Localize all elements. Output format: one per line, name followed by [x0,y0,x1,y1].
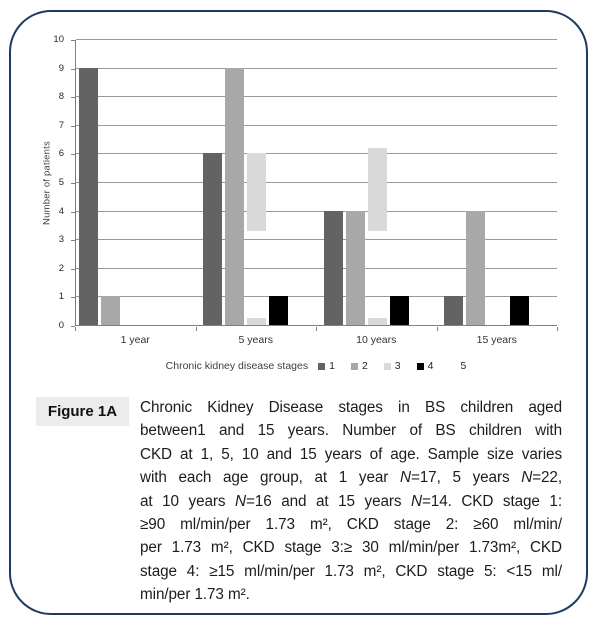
plot-area [75,40,557,326]
gridline-7 [76,125,557,126]
caption-italic-run: N [521,469,533,487]
bar-stage3-5-years [247,318,266,325]
x-axis-ticks [75,327,558,332]
y-tick-label-5: 5 [58,177,64,188]
caption-line-3 [140,443,562,466]
legend-swatch-stage-1 [318,363,325,370]
caption-line-5 [140,490,562,513]
caption-run: ≥90 ml/min/per 1.73 m², CKD stage 2: ≥60 ml/min/ [140,516,562,534]
bar-stage1-10-years [324,211,343,325]
gridline-5 [76,182,557,183]
x-axis-label-5-years: 5 years [238,334,273,346]
bar-stage2-15-years [466,211,485,325]
caption-run: =17, 5 years [410,469,522,487]
caption-italic-run: N [399,469,411,487]
caption-line-6 [140,513,562,536]
y-tick-label-6: 6 [58,148,64,160]
x-axis-label-10-years: 10 years [356,334,397,346]
bar-stage2-5-years [225,68,244,325]
caption-line-1 [140,396,562,419]
legend-label-stage-3: 3 [394,360,401,372]
y-tick-label-1: 1 [58,291,64,303]
bar-stage1-5-years [203,153,222,325]
legend-items [318,360,466,372]
x-axis-labels [75,334,557,348]
bar-stage2-1-year [101,296,120,325]
x-axis-label-15-years: 15 years [476,334,517,346]
caption-run: =22, [532,469,562,487]
figure-caption-text [140,396,562,607]
bar-stage4-10-years [390,296,409,325]
caption-italic-run: N [235,492,246,510]
x-axis-label-1-year: 1 year [120,334,150,346]
caption-line-4 [140,466,562,489]
legend-swatch-stage-3 [384,363,391,370]
legend-item-stage-5 [449,360,466,372]
caption-line-2 [140,419,562,442]
bar-stage1-1-year [79,68,98,325]
caption-run: min/per 1.73 m². [140,586,250,604]
caption-run: stage 4: ≥15 ml/min/per 1.73 m², CKD stage 5: <15 ml/ [140,562,562,580]
y-tick-label-10: 10 [53,34,64,45]
bar-stage2-10-years [346,211,365,325]
gridline-9 [76,68,557,69]
y-tick-label-0: 0 [58,320,64,331]
y-tick-label-2: 2 [58,262,64,274]
y-tick-label-7: 7 [58,119,64,131]
figure-label: Figure 1A [36,397,129,426]
gridline-8 [76,96,557,97]
legend-title: Chronic kidney disease stages [165,360,309,372]
caption-line-9 [140,583,562,606]
caption-run: =16 and at 15 years [245,492,412,510]
gridline-10 [76,39,557,40]
legend-item-stage-3 [384,360,401,372]
caption-run: Chronic Kidney Disease stages in BS children aged [140,399,562,416]
bar-stage3-10-years [368,148,387,231]
y-tick-label-9: 9 [58,62,64,74]
bar-stage1-15-years [444,296,463,325]
legend-swatch-stage-2 [351,363,358,370]
bar-stage4-5-years [269,296,288,325]
caption-line-8 [140,560,562,583]
legend-item-stage-1 [318,360,335,372]
legend-label-stage-4: 4 [427,360,434,372]
gridline-6 [76,153,557,154]
legend-label-stage-1: 1 [329,360,335,372]
y-axis [0,34,75,331]
legend-label-stage-5: 5 [460,360,467,372]
caption-run: =14. CKD stage 1: [421,492,562,510]
bar-stage4-15-years [510,296,529,325]
x-tick-mark [196,327,197,331]
legend-swatch-stage-4 [417,363,424,370]
bar-stage3-10-years [368,318,387,325]
y-axis-title: Number of patients [41,141,53,225]
x-tick-mark [75,327,76,331]
x-tick-mark [557,327,558,331]
caption-line-7 [140,536,562,559]
legend-item-stage-4 [417,360,434,372]
x-tick-mark [316,327,317,331]
y-tick-label-3: 3 [58,234,64,246]
caption-run: CKD at 1, 5, 10 and 15 years of age. Sample size varies [140,445,562,463]
legend-swatch-stage-5 [449,363,456,370]
y-tick-label-8: 8 [58,91,64,103]
caption-run: between1 and 15 years. Number of BS children with [140,422,562,440]
legend [75,360,557,372]
bar-stage3-5-years [247,153,266,230]
legend-item-stage-2 [351,360,368,372]
caption-italic-run: N [411,492,422,510]
legend-label-stage-2: 2 [361,360,368,372]
x-tick-mark [437,327,438,331]
caption-run: with each age group, at 1 year [140,469,400,487]
caption-run: per 1.73 m², CKD stage 3:≥ 30 ml/min/per 1.73m², CKD [140,539,562,557]
y-tick-label-4: 4 [58,205,64,217]
caption-run: at 10 years [140,492,236,510]
